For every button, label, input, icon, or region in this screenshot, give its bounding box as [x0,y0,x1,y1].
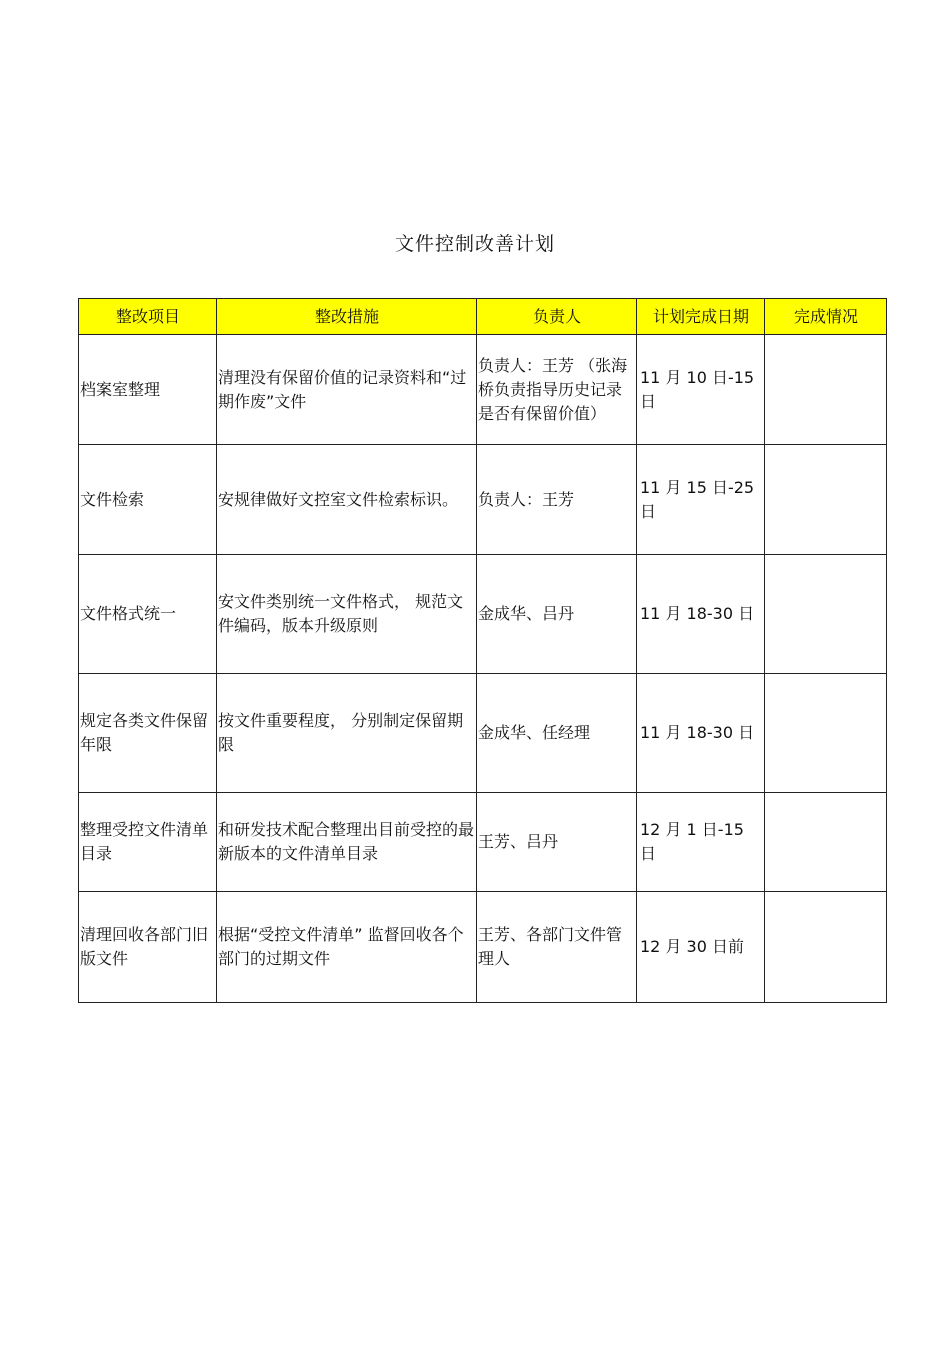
row-item: 文件格式统一 [79,555,217,674]
row-owner: 金成华、吕丹 [477,555,637,674]
row-date: 11 月 10 日-15 日 [637,335,765,445]
row-date: 12 月 30 日前 [637,892,765,1003]
row-owner: 负责人：王芳 [477,445,637,555]
row-status [765,445,887,555]
row-measure: 按文件重要程度， 分别制定保留期限 [217,674,477,793]
row-status [765,892,887,1003]
row-measure: 清理没有保留价值的记录资料和“过期作废”文件 [217,335,477,445]
table-row [79,793,887,892]
row-owner: 王芳、各部门文件管理人 [477,892,637,1003]
table-row [79,674,887,793]
table-row [79,892,887,1003]
header-item: 整改项目 [79,299,217,335]
improvement-plan-table [78,298,887,1003]
row-item: 规定各类文件保留年限 [79,674,217,793]
table-row [79,555,887,674]
document-title: 文件控制改善计划 [394,233,555,255]
row-measure: 安规律做好文控室文件检索标识。 [217,445,477,555]
row-status [765,674,887,793]
row-date: 12 月 1 日-15 日 [637,793,765,892]
row-status [765,335,887,445]
row-owner: 负责人：王芳 （张海桥负责指导历史记录是否有保留价值） [477,335,637,445]
row-measure: 安文件类别统一文件格式， 规范文件编码，版本升级原则 [217,555,477,674]
header-measure: 整改措施 [217,299,477,335]
row-measure: 和研发技术配合整理出目前受控的最新版本的文件清单目录 [217,793,477,892]
row-date: 11 月 18-30 日 [637,555,765,674]
row-owner: 金成华、任经理 [477,674,637,793]
row-item: 清理回收各部门旧版文件 [79,892,217,1003]
row-item: 整理受控文件清单目录 [79,793,217,892]
row-owner: 王芳、吕丹 [477,793,637,892]
table-row [79,445,887,555]
row-date: 11 月 15 日-25 日 [637,445,765,555]
row-item: 文件检索 [79,445,217,555]
header-owner: 负责人 [477,299,637,335]
header-planned-date: 计划完成日期 [637,299,765,335]
header-status: 完成情况 [765,299,887,335]
row-status [765,793,887,892]
row-status [765,555,887,674]
row-item: 档案室整理 [79,335,217,445]
table-header-row [79,299,887,335]
row-date: 11 月 18-30 日 [637,674,765,793]
row-measure: 根据“受控文件清单” 监督回收各个部门的过期文件 [217,892,477,1003]
table-row [79,335,887,445]
